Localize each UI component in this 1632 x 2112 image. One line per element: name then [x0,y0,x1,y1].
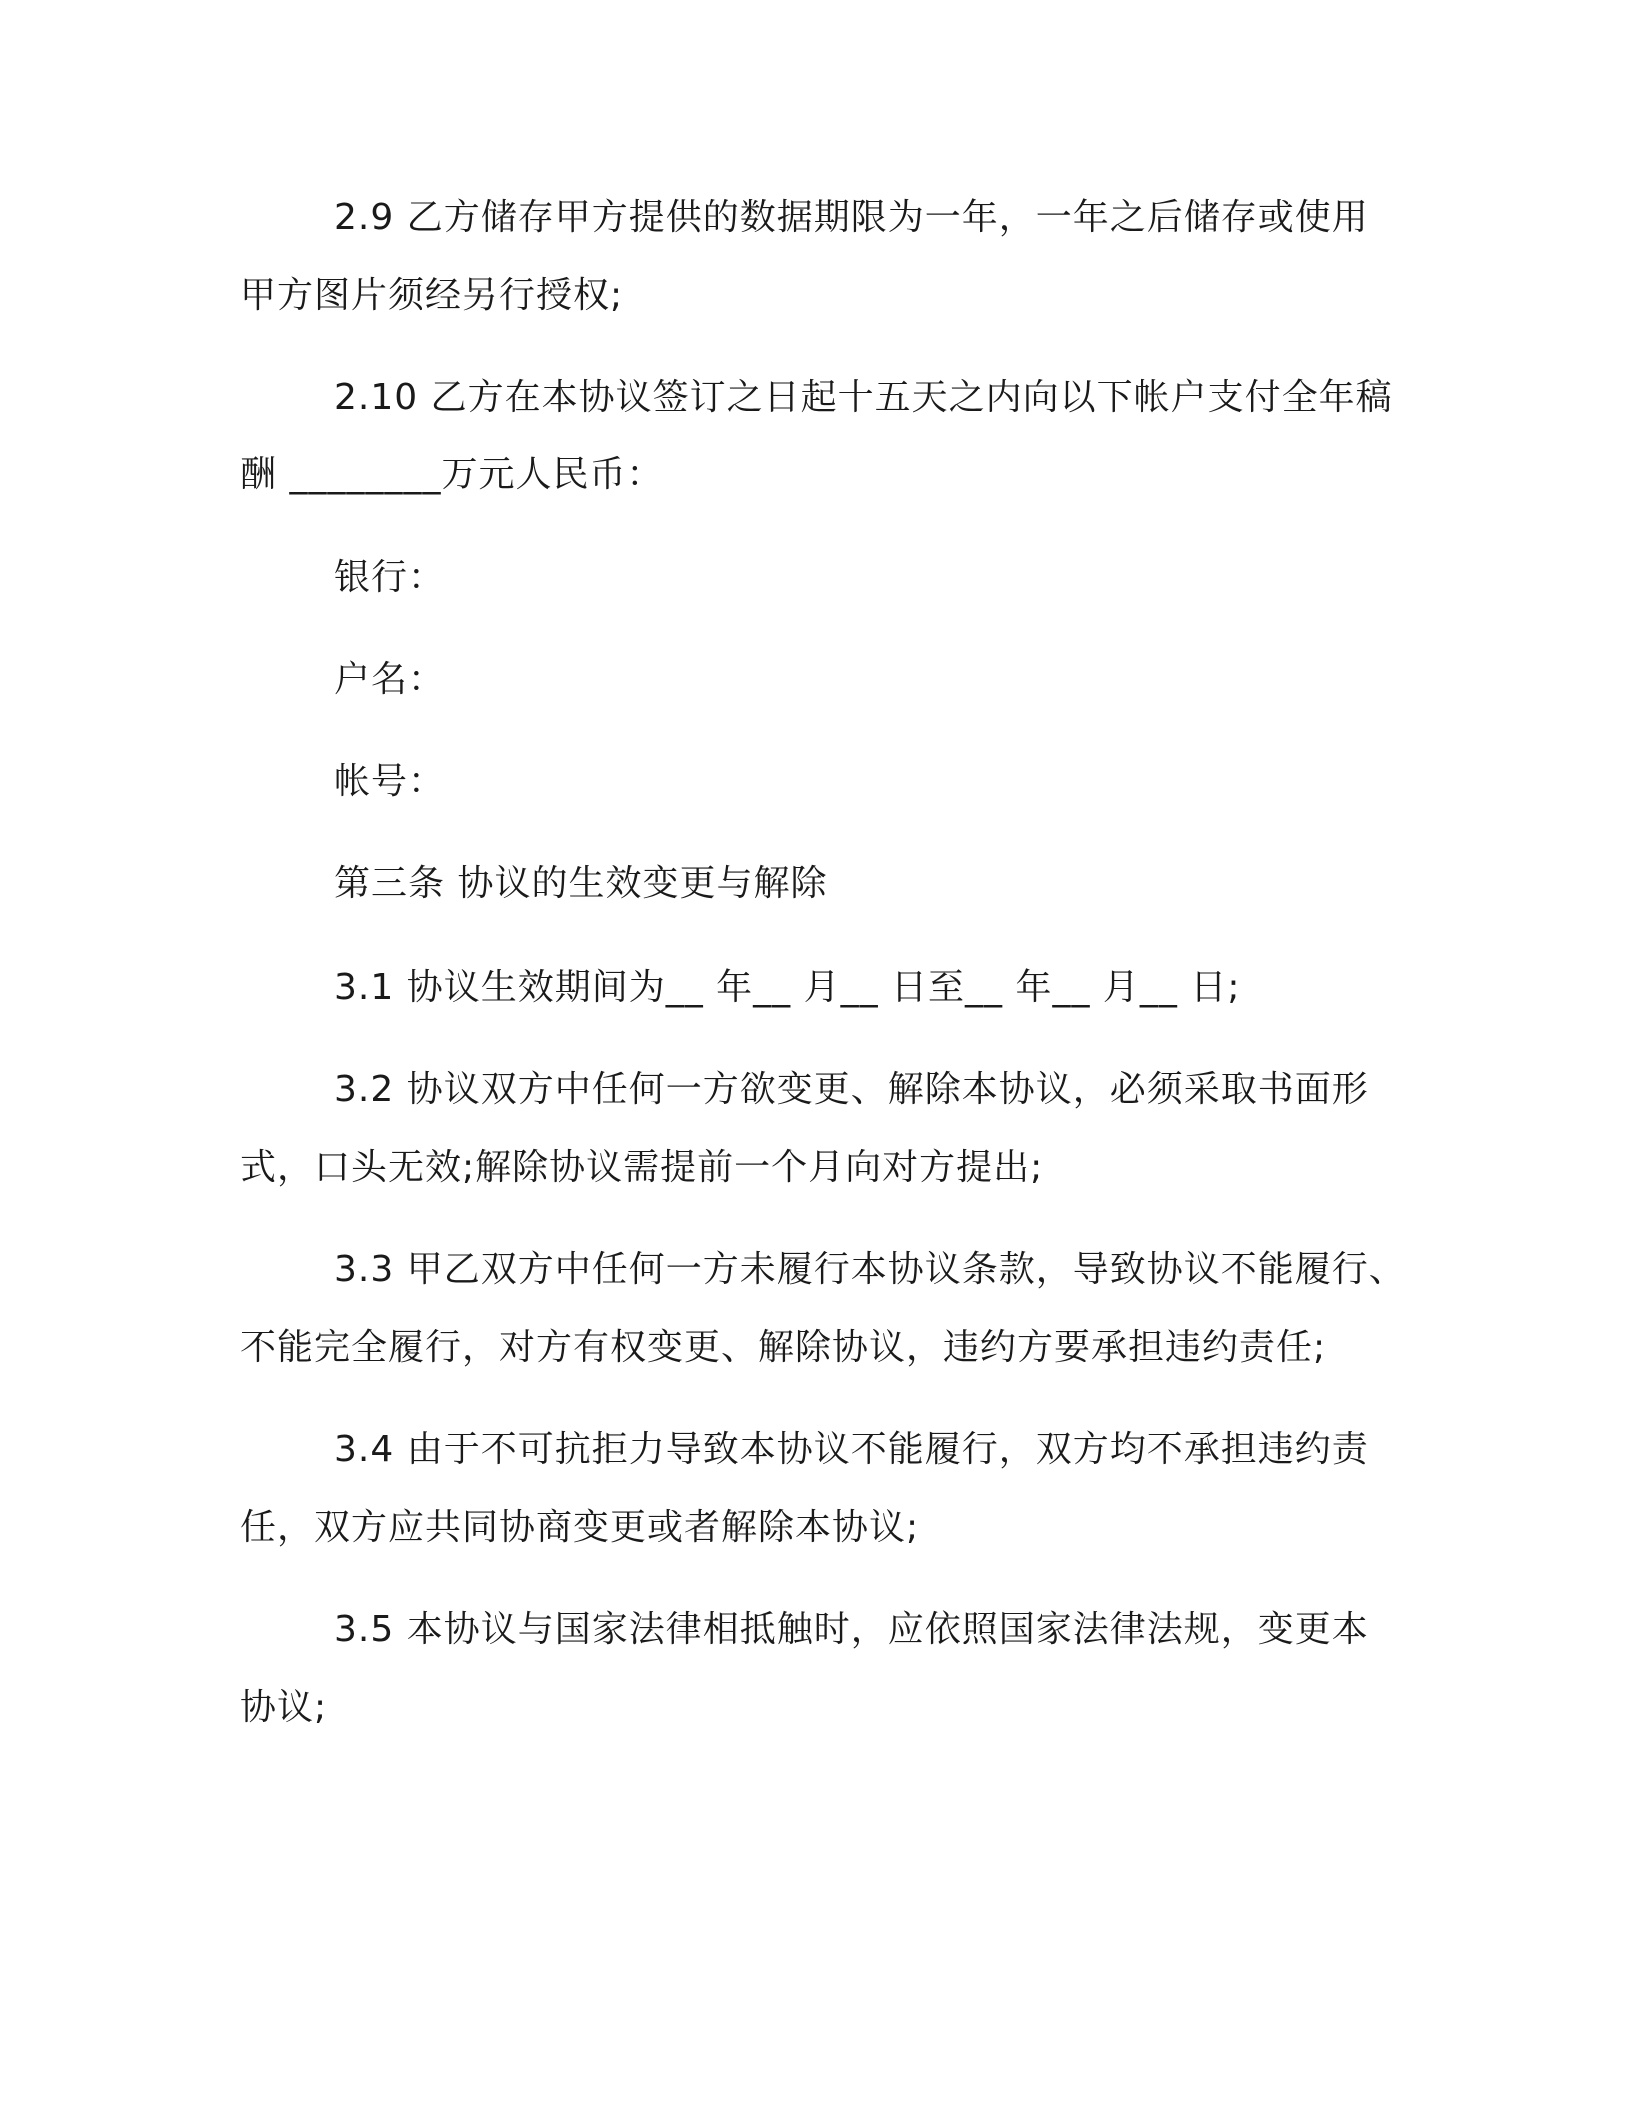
clause-3-3-line-2: 不能完全履行，对方有权变更、解除协议，违约方要承担违约责任; [240,1327,1327,1368]
clause-3-4-line-1: 3.4 由于不可抗拒力导致本协议不能履行，双方均不承担违约责 [334,1429,1369,1470]
clause-3-5-line-1: 3.5 本协议与国家法律相抵触时，应依照国家法律法规，变更本 [334,1609,1369,1650]
clause-3-1: 3.1 协议生效期间为__ 年__ 月__ 日至__ 年__ 月__ 日; [334,967,1241,1008]
clause-3-3-line-1: 3.3 甲乙双方中任何一方未履行本协议条款，导致协议不能履行、 [334,1249,1406,1290]
clause-2-10-line-1: 2.10 乙方在本协议签订之日起十五天之内向以下帐户支付全年稿 [334,377,1393,418]
article-3-heading: 第三条 协议的生效变更与解除 [334,863,828,904]
clause-2-10-line-2: 酬 ________万元人民币： [240,454,664,495]
clause-2-9-line-2: 甲方图片须经另行授权; [240,275,624,316]
clause-3-5-line-2: 协议; [240,1687,328,1728]
clause-2-9-line-1: 2.9 乙方储存甲方提供的数据期限为一年，一年之后储存或使用 [334,197,1369,238]
account-name-label: 户名： [334,659,446,700]
clause-3-2-line-2: 式，口头无效;解除协议需提前一个月向对方提出; [240,1147,1044,1188]
clause-3-2-line-1: 3.2 协议双方中任何一方欲变更、解除本协议，必须采取书面形 [334,1069,1369,1110]
clause-3-4-line-2: 任，双方应共同协商变更或者解除本协议; [240,1507,920,1548]
account-number-label: 帐号： [334,761,446,802]
bank-label: 银行： [334,557,446,598]
